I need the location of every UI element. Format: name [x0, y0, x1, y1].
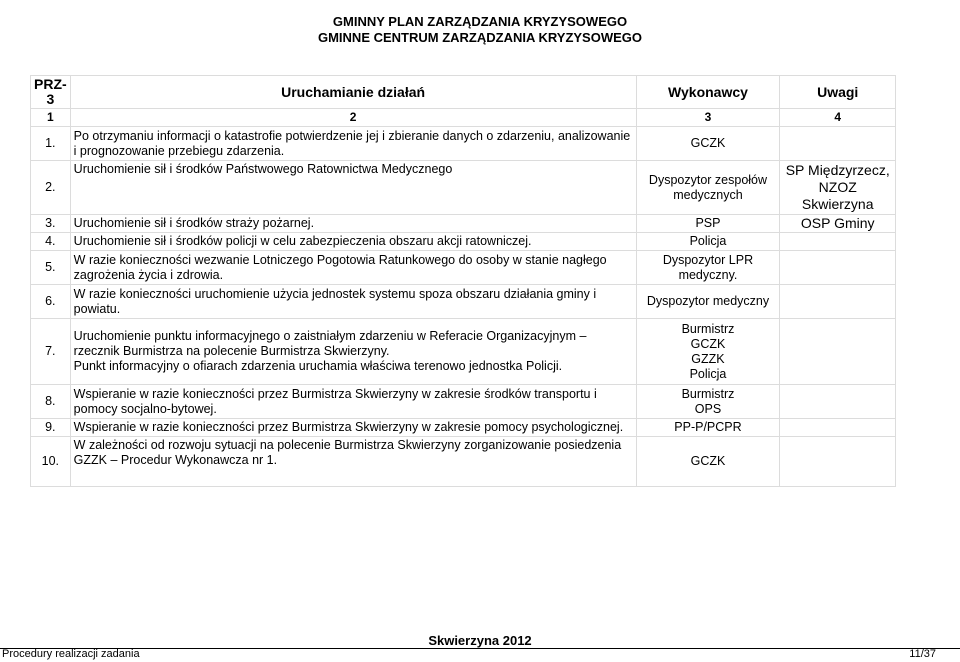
row-task: Uruchomienie sił i środków straży pożarnej.: [70, 215, 636, 233]
row-executor: Policja: [636, 233, 780, 251]
row-remarks: [780, 251, 896, 285]
row-remarks: [780, 285, 896, 319]
row-task: W razie konieczności uruchomienie użycia jednostek systemu spoza obszaru działania gminy i powiatu.: [70, 285, 636, 319]
table-row: [31, 161, 896, 215]
row-task: W zależności od rozwoju sytuacji na polecenie Burmistrza Skwierzyny zorganizowanie posiedzenia GZZK – Procedur Wykonawcza nr 1.: [70, 437, 636, 487]
row-number: 5.: [31, 251, 71, 285]
footer-divider: [0, 648, 960, 649]
footer-city-year: Skwierzyna 2012: [428, 633, 532, 648]
row-remarks: [780, 127, 896, 161]
header-code: PRZ-3: [31, 76, 71, 109]
row-executor: [636, 319, 780, 385]
row-executor: Dyspozytor medyczny: [636, 285, 780, 319]
header-remarks: Uwagi: [780, 76, 896, 109]
row-number: 6.: [31, 285, 71, 319]
executor-line: Policja: [689, 366, 727, 381]
row-task: Wspieranie w razie konieczności przez Burmistrza Skwierzyny w zakresie pomocy psychologicznej.: [70, 419, 636, 437]
row-task: Uruchomienie sił i środków Państwowego Ratownictwa Medycznego: [70, 161, 636, 215]
col-number: 2: [70, 109, 636, 127]
table-row: [31, 319, 896, 385]
table-row: [31, 285, 896, 319]
row-remarks: [780, 385, 896, 419]
executor-line: GZZK: [691, 351, 725, 366]
executor-line: Burmistrz: [681, 386, 735, 401]
table-row: [31, 385, 896, 419]
executor-line: GCZK: [690, 336, 726, 351]
row-executor: GCZK: [636, 127, 780, 161]
table-row: [31, 127, 896, 161]
footer-page-number: 11/37: [909, 648, 936, 660]
row-executor: [636, 385, 780, 419]
header-line-2: GMINNE CENTRUM ZARZĄDZANIA KRYZYSOWEGO: [317, 30, 643, 45]
col-number: 3: [636, 109, 780, 127]
table-header-row: [31, 76, 896, 109]
header-who: Wykonawcy: [636, 76, 780, 109]
row-number: 3.: [31, 215, 71, 233]
table-row: [31, 251, 896, 285]
row-number: 7.: [31, 319, 71, 385]
row-executor: PP-P/PCPR: [636, 419, 780, 437]
col-number: 4: [780, 109, 896, 127]
row-executor: Dyspozytor LPR medyczny.: [636, 251, 780, 285]
table-row: [31, 215, 896, 233]
row-number: 1.: [31, 127, 71, 161]
row-remarks: [780, 233, 896, 251]
row-task-line: Uruchomienie punktu informacyjnego o zaistniałym zdarzeniu w Referacie Organizacyjnym – rzecznik Burmistrza na polecenie Burmistrza Skwierzyny.: [73, 329, 587, 358]
executor-line: OPS: [694, 401, 722, 416]
row-task: [70, 319, 636, 385]
row-number: 9.: [31, 419, 71, 437]
header-title: Uruchamianie działań: [70, 76, 636, 109]
row-number: 10.: [31, 437, 71, 487]
document-header: [0, 14, 960, 46]
row-number: 8.: [31, 385, 71, 419]
row-number: 2.: [31, 161, 71, 215]
column-numbers-row: [31, 109, 896, 127]
table-row: [31, 419, 896, 437]
header-line-1: GMINNY PLAN ZARZĄDZANIA KRYZYSOWEGO: [332, 14, 628, 29]
row-executor: GCZK: [636, 437, 780, 487]
procedure-table: [30, 75, 896, 487]
row-remarks: [780, 319, 896, 385]
table-row: [31, 233, 896, 251]
row-remarks: OSP Gminy: [780, 215, 896, 233]
row-task: W razie konieczności wezwanie Lotniczego Pogotowia Ratunkowego do osoby w stanie nagłego zagrożenia życia i zdrowia.: [70, 251, 636, 285]
row-task: Uruchomienie sił i środków policji w celu zabezpieczenia obszaru akcji ratowniczej.: [70, 233, 636, 251]
footer-section-title: Procedury realizacji zadania: [2, 648, 140, 660]
row-executor: Dyspozytor zespołów medycznych: [636, 161, 780, 215]
table-row: [31, 437, 896, 487]
col-number: 1: [31, 109, 71, 127]
executor-line: Burmistrz: [681, 321, 735, 336]
row-remarks: SP Międzyrzecz, NZOZ Skwierzyna: [780, 161, 896, 215]
row-remarks: [780, 419, 896, 437]
row-number: 4.: [31, 233, 71, 251]
row-remarks: [780, 437, 896, 487]
row-task: Wspieranie w razie konieczności przez Burmistrza Skwierzyny w zakresie środków transportu i pomocy socjalno-bytowej.: [70, 385, 636, 419]
row-task-line: Punkt informacyjny o ofiarach zdarzenia uruchamia właściwa terenowo jednostka Policji.: [73, 359, 563, 373]
row-executor: PSP: [636, 215, 780, 233]
row-task: Po otrzymaniu informacji o katastrofie potwierdzenie jej i zbieranie danych o zdarzeniu, analizowanie i prognozowanie przebiegu zdarzenia.: [70, 127, 636, 161]
